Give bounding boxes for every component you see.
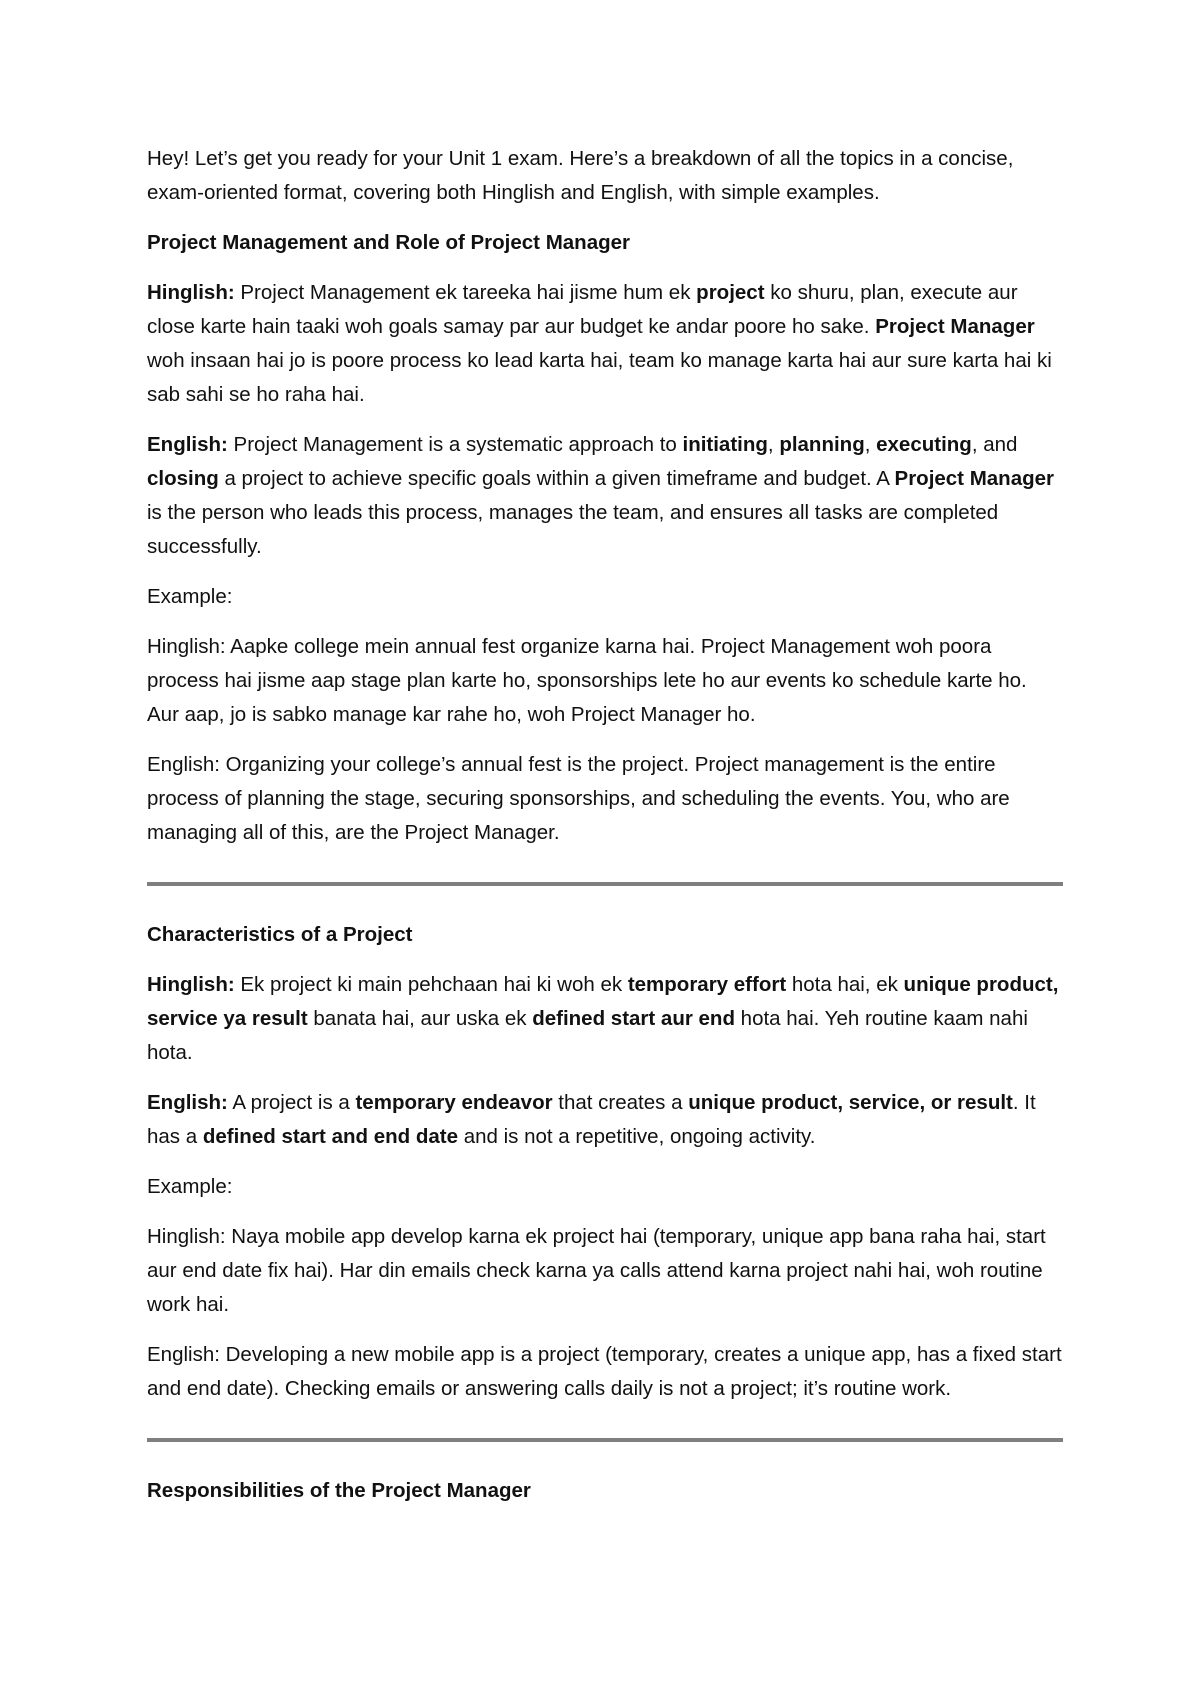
text: , and <box>971 433 1018 456</box>
bold-term: initiating <box>682 433 768 456</box>
example-hinglish: Hinglish: Aapke college mein annual fest organize karna hai. Project Management woh poora process hai jisme aap stage plan karte ho, sponsorships lete ho aur events ko schedule karte ho. Aur aap, jo is sabko manage kar rahe ho, woh Project Manager ho. <box>147 635 1027 726</box>
bold-term: defined start aur end <box>532 1007 735 1030</box>
text: , <box>864 433 877 456</box>
text: a project to achieve specific goals within a given timeframe and budget. A <box>218 467 895 490</box>
bold-term: unique product, service, or result <box>688 1091 1013 1114</box>
section-heading-characteristics: Characteristics of a Project <box>147 923 413 946</box>
text: woh insaan hai jo is poore process ko lead karta hai, team ko manage karta hai aur sure karta hai ki sab sahi se ho raha hai. <box>147 349 1052 406</box>
document-page <box>147 142 1063 1524</box>
text: and is not a repetitive, ongoing activity. <box>458 1125 816 1148</box>
section-heading-responsibilities: Responsibilities of the Project Manager <box>147 1479 531 1502</box>
horizontal-rule <box>147 882 1063 886</box>
intro-paragraph: Hey! Let’s get you ready for your Unit 1 exam. Here’s a breakdown of all the topics in a concise, exam-oriented format, covering both Hinglish and English, with simple examples. <box>147 147 1014 204</box>
text: A project is a <box>227 1091 356 1114</box>
text: , <box>767 433 780 456</box>
text: Project Management is a systematic approach to <box>227 433 683 456</box>
text: ko shuru, plan, execute aur close karte hain taaki woh goals samay par aur budget ke andar poore ho sake. <box>147 281 1018 338</box>
label-hinglish: Hinglish: <box>147 973 235 996</box>
bold-term: closing <box>147 467 219 490</box>
text: hota hai, ek <box>786 973 904 996</box>
bold-term: defined start and end date <box>202 1125 459 1148</box>
text: Ek project ki main pehchaan hai ki woh ek <box>234 973 628 996</box>
example-english: English: Organizing your college’s annual fest is the project. Project management is the entire process of planning the stage, securing sponsorships, and scheduling the events. You, who are managing all of this, are the Project Manager. <box>147 753 1010 844</box>
bold-term: Project Manager <box>875 315 1035 338</box>
label-hinglish: Hinglish: <box>147 281 235 304</box>
bold-term: executing <box>876 433 972 456</box>
paragraph-pm-english <box>147 428 1063 564</box>
example-label: Example: <box>147 1175 233 1198</box>
bold-term: unique product, service ya result <box>147 973 1059 1030</box>
paragraph-char-hinglish <box>147 968 1063 1070</box>
bold-term: planning <box>779 433 865 456</box>
text: banata hai, aur uska ek <box>307 1007 533 1030</box>
horizontal-rule <box>147 1438 1063 1442</box>
text: that creates a <box>552 1091 689 1114</box>
paragraph-char-english <box>147 1086 1063 1154</box>
label-english: English: <box>147 433 228 456</box>
label-english: English: <box>147 1091 228 1114</box>
paragraph-pm-hinglish <box>147 276 1063 412</box>
text: Project Management ek tareeka hai jisme hum ek <box>234 281 697 304</box>
text: . It has a <box>147 1091 1036 1148</box>
bold-term: project <box>696 281 765 304</box>
section-heading-project-management: Project Management and Role of Project Manager <box>147 231 630 254</box>
bold-term: temporary endeavor <box>355 1091 553 1114</box>
bold-term: temporary effort <box>627 973 787 996</box>
bold-term: Project Manager <box>894 467 1055 490</box>
text: is the person who leads this process, manages the team, and ensures all tasks are completed successfully. <box>147 501 999 558</box>
text: hota hai. Yeh routine kaam nahi hota. <box>147 1007 1028 1064</box>
example-english: English: Developing a new mobile app is a project (temporary, creates a unique app, has a fixed start and end date). Checking emails or answering calls daily is not a project; it’s routine work. <box>147 1343 1062 1400</box>
example-hinglish: Hinglish: Naya mobile app develop karna ek project hai (temporary, unique app bana raha hai, start aur end date fix hai). Har din emails check karna ya calls attend karna project nahi hai, woh routine work hai. <box>147 1225 1046 1316</box>
example-label: Example: <box>147 585 233 608</box>
